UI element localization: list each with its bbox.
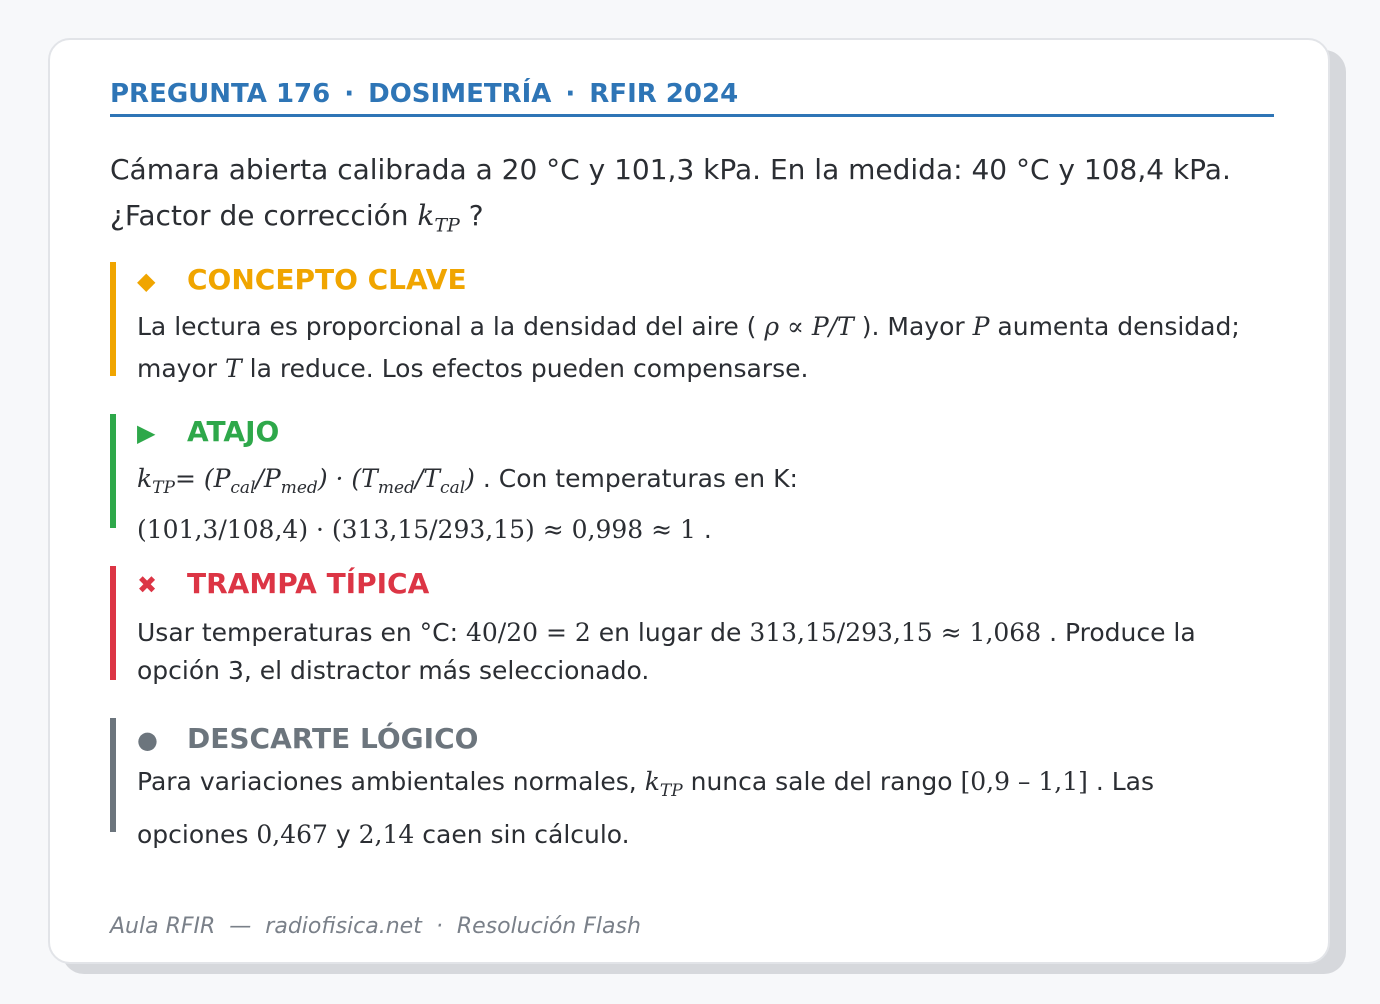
play-arrow-icon: ▶ — [137, 419, 156, 447]
circle-icon: ● — [137, 726, 158, 754]
math-inline: 313,15/293,15 ≈ 1,068 — [749, 618, 1042, 647]
section-title — [137, 721, 478, 758]
math-ktp: $k_{TP}$ — [644, 767, 683, 801]
cross-icon: ✖ — [137, 571, 158, 599]
section-title — [137, 414, 279, 451]
exam-label: RFIR 2024 — [589, 79, 739, 109]
question-mark: ? — [468, 199, 484, 232]
math-inline: T — [225, 354, 242, 383]
diamond-icon: ◆ — [137, 267, 156, 295]
math-ktp: $k_{TP}$ — [417, 199, 460, 237]
accent-bar — [110, 566, 116, 680]
section-title-text: ATAJO — [187, 415, 280, 448]
card-header — [110, 78, 1274, 117]
section-body: $k_{TP}= (P_{cal}/P_{med}) \cdot (T_{med}/T_{cal})$ . Con temperaturas en K: (101,3/108,4) · (313,15/293,15) ≈ 0,998 ≈ 1 . — [137, 464, 798, 544]
math-inline: ρ ∝ P/T — [764, 312, 854, 341]
math-inline: P — [972, 312, 990, 341]
section-body: Para variaciones ambientales normales, $k_{TP}$ nunca sale del rango [0,9 – 1,1] . Las opciones 0,467 y 2,14 caen sin cálculo. — [137, 767, 1155, 849]
header-separator: · — [565, 79, 576, 109]
section-title-text: DESCARTE LÓGICO — [187, 722, 479, 755]
section-body: Usar temperaturas en °C: 40/20 = 2 en lugar de 313,15/293,15 ≈ 1,068 . Produce la opción 3, el distractor más seleccionado. — [137, 618, 1196, 685]
math-calculation: (101,3/108,4) · (313,15/293,15) ≈ 0,998 ≈ 1 — [137, 514, 696, 544]
footer-separator: · — [435, 914, 443, 939]
question-number: PREGUNTA 176 — [110, 79, 331, 109]
accent-bar — [110, 718, 116, 832]
footer-separator: — — [229, 914, 252, 939]
question-body: Cámara abierta calibrada a 20 °C y 101,3 kPa. En la medida: 40 °C y 108,4 kPa. ¿Factor de corrección — [110, 153, 1231, 232]
footer-label: Resolución Flash — [456, 914, 641, 939]
math-inline: 0,467 — [256, 819, 328, 849]
section-title-text: CONCEPTO CLAVE — [187, 263, 467, 296]
question-text — [110, 147, 1260, 249]
topic-label: DOSIMETRÍA — [368, 79, 552, 109]
accent-bar — [110, 414, 116, 528]
math-inline: 2,14 — [358, 819, 415, 849]
section-title — [137, 566, 429, 603]
section-body: La lectura es proporcional a la densidad del aire ( ρ ∝ P/T ). Mayor P aumenta densidad; mayor T la reduce. Los efectos pueden compensarse. — [137, 312, 1240, 383]
section-title-text: TRAMPA TÍPICA — [187, 567, 430, 600]
math-formula: $k_{TP}= (P_{cal}/P_{med}) \cdot (T_{med}/T_{cal})$ — [137, 464, 475, 498]
header-separator: · — [344, 79, 355, 109]
math-range: [0,9 – 1,1] — [960, 767, 1088, 796]
card-footer — [110, 914, 641, 939]
accent-bar — [110, 262, 116, 376]
footer-site: radiofisica.net — [265, 914, 422, 939]
footer-brand: Aula RFIR — [110, 914, 216, 939]
section-title — [137, 262, 467, 299]
math-inline: 40/20 = 2 — [465, 618, 591, 647]
